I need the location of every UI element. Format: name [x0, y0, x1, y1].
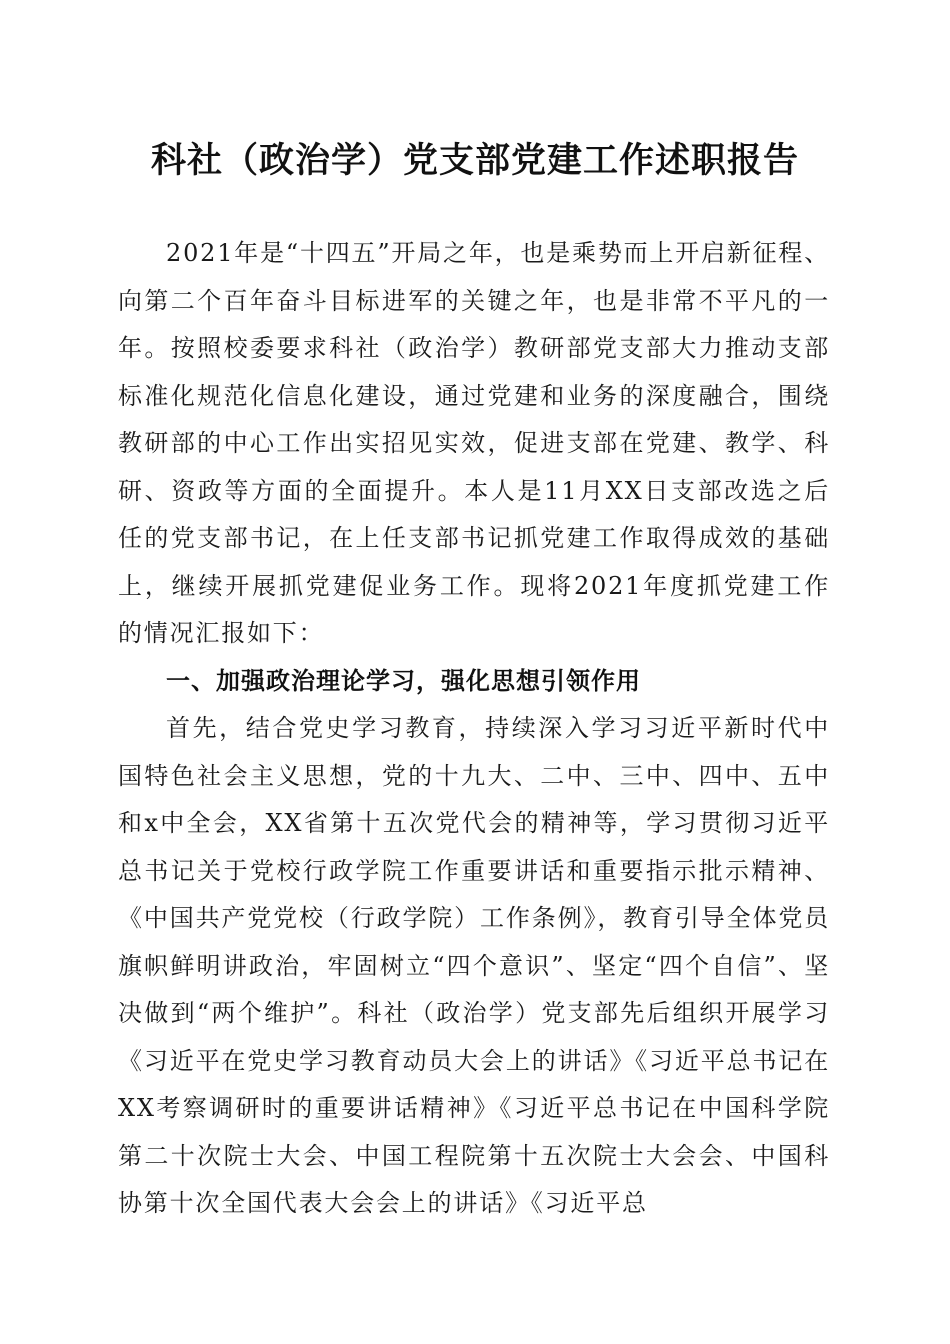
intro-paragraph: 2021年是“十四五”开局之年，也是乘势而上开启新征程、向第二个百年奋斗目标进军的关键之年，也是非常不平凡的一年。按照校委要求科社（政治学）教研部党支部大力推动支部标准化规范化信息化建设，通过党建和业务的深度融合，围绕教研部的中心工作出实招见实效，促进支部在党建、教学、科研、资政等方面的全面提升。本人是11月XX日支部改选之后任的党支部书记，在上任支部书记抓党建工作取得成效的基础上，继续开展抓党建促业务工作。现将2021年度抓党建工作的情况汇报如下： [118, 239, 831, 647]
section-heading: 一、加强政治理论学习，强化思想引领作用 [166, 666, 641, 695]
section-paragraph: 首先，结合党史学习教育，持续深入学习习近平新时代中国特色社会主义思想，党的十九大、二中、三中、四中、五中和x中全会，XX省第十五次党代会的精神等，学习贯彻习近平总书记关于党校行政学院工作重要讲话和重要指示批示精神、《中国共产党党校（行政学院）工作条例》，教育引导全体党员旗帜鲜明讲政治，牢固树立“四个意识”、坚定“四个自信”、坚决做到“两个维护”。科社（政治学）党支部先后组织开展学习《习近平在党史学习教育动员大会上的讲话》《习近平总书记在XX考察调研时的重要讲话精神》《习近平总书记在中国科学院第二十次院士大会、中国工程院第十五次院士大会会、中国科协第十次全国代表大会会上的讲话》《习近平总 [118, 714, 830, 1217]
document-body [118, 230, 830, 1228]
document-title: 科社（政治学）党支部党建工作述职报告 [150, 140, 799, 181]
